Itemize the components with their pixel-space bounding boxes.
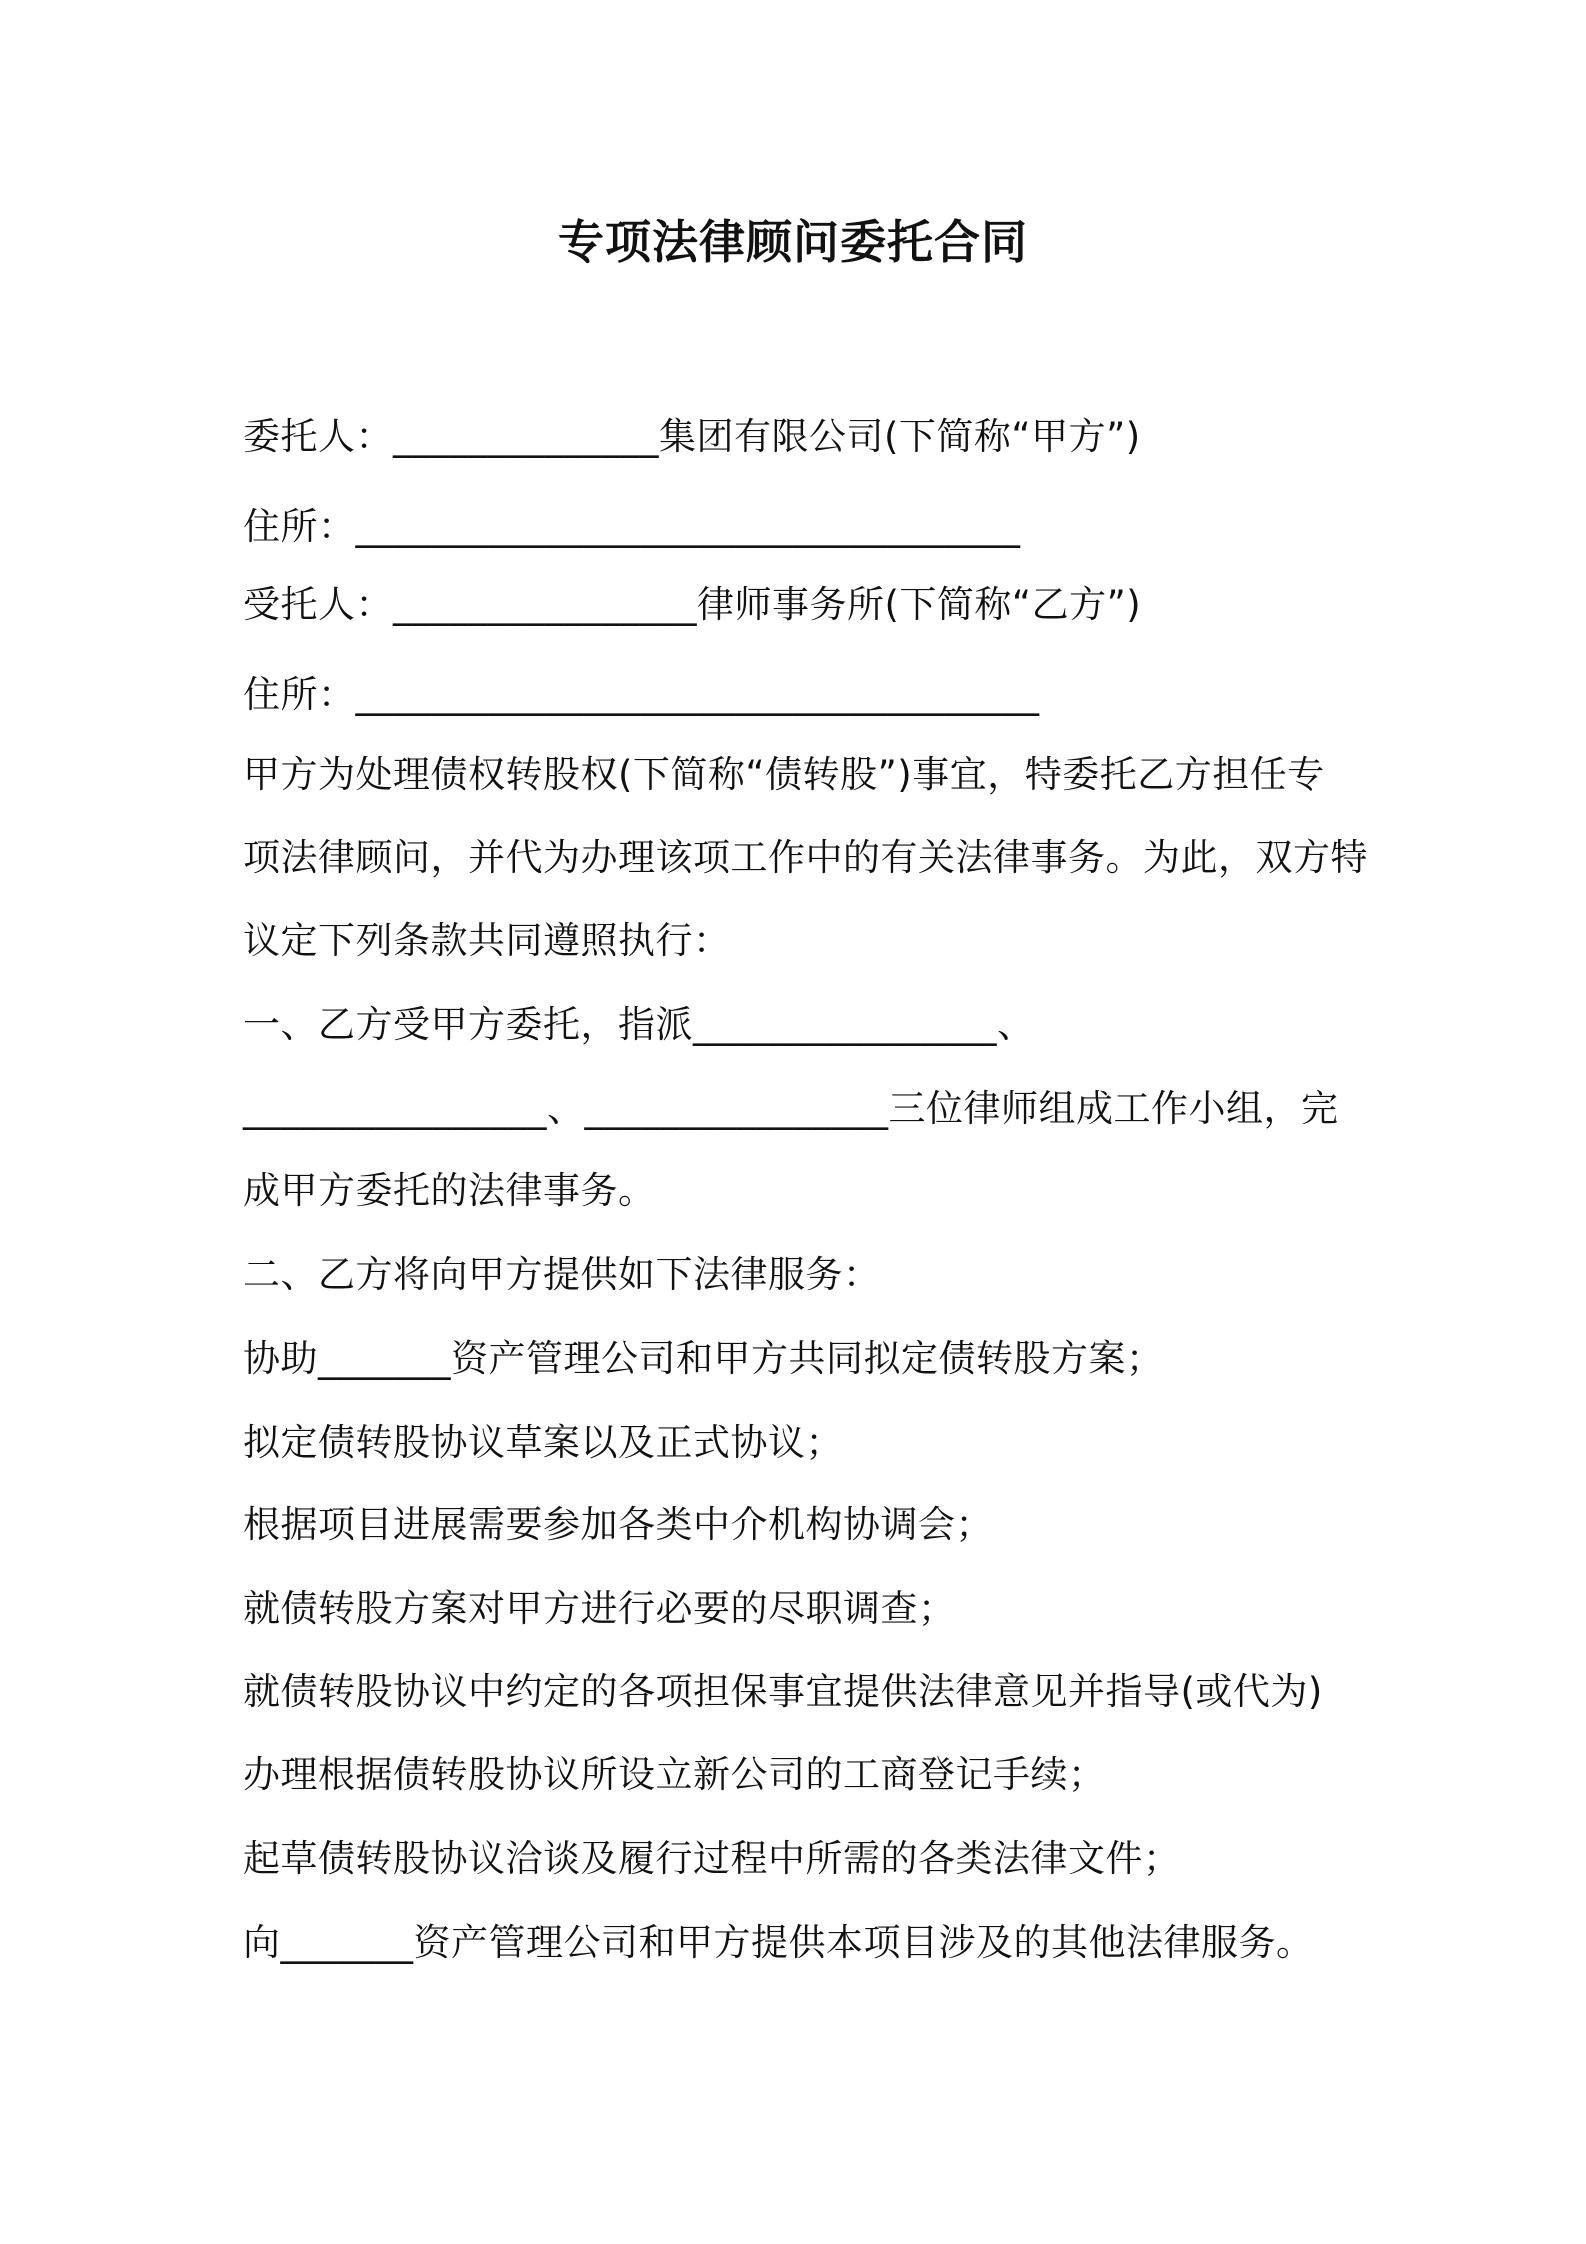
- service-item: 拟定债转股协议草案以及正式协议；: [243, 1421, 843, 1464]
- clause-one-line: ________________、________________三位律师组成工作小组，完: [243, 1087, 1339, 1130]
- clause-two-heading: 二、乙方将向甲方提供如下法律服务：: [243, 1253, 881, 1296]
- trustee-line: 受托人：________________律师事务所(下简称“乙方”): [243, 583, 1142, 626]
- service-item: 就债转股方案对甲方进行必要的尽职调查；: [243, 1587, 956, 1630]
- paragraph-line: 甲方为处理债权转股权(下简称“债转股”)事宜，特委托乙方担任专: [243, 753, 1325, 796]
- client-address-line: 住所：___________________________________: [243, 505, 1021, 548]
- document-title: 专项法律顾问委托合同: [558, 215, 1028, 269]
- trustee-address-line: 住所：____________________________________: [243, 673, 1040, 716]
- service-item: 就债转股协议中约定的各项担保事宜提供法律意见并指导(或代为): [243, 1670, 1323, 1713]
- paragraph-line: 项法律顾问，并代为办理该项工作中的有关法律事务。为此，双方特: [243, 836, 1368, 879]
- service-item: 向_______资产管理公司和甲方提供本项目涉及的其他法律服务。: [243, 1921, 1314, 1964]
- clause-one-line: 成甲方委托的法律事务。: [243, 1169, 656, 1212]
- service-item: 办理根据债转股协议所设立新公司的工商登记手续；: [243, 1753, 1106, 1796]
- client-line: 委托人：______________集团有限公司(下简称“甲方”): [243, 415, 1141, 458]
- service-item: 协助_______资产管理公司和甲方共同拟定债转股方案；: [243, 1337, 1164, 1380]
- service-item: 根据项目进展需要参加各类中介机构协调会；: [243, 1503, 993, 1546]
- paragraph-line: 议定下列条款共同遵照执行：: [243, 919, 731, 962]
- service-item: 起草债转股协议洽谈及履行过程中所需的各类法律文件；: [243, 1837, 1181, 1880]
- clause-one-line: 一、乙方受甲方委托，指派________________、: [243, 1003, 1035, 1046]
